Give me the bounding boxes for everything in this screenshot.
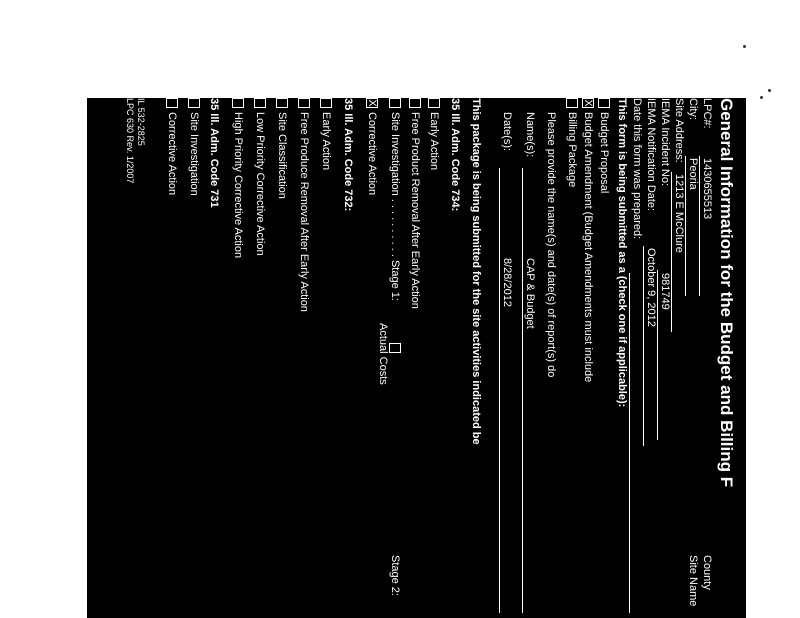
- stage-1-checkbox[interactable]: [389, 343, 401, 353]
- budget-proposal-checkbox[interactable]: [598, 98, 610, 108]
- lpc-value: 1430655513: [701, 158, 713, 220]
- iema-incident-value: 981749: [659, 273, 671, 310]
- code-734-heading: 35 Ill. Adm. Code 734:: [449, 98, 461, 212]
- stage-2-label: Stage 2:: [389, 555, 401, 596]
- names-underline: [522, 168, 523, 613]
- c734-corrective-action-checkbox[interactable]: X: [366, 99, 378, 107]
- form-title: General Information for the Budget and Billing F: [717, 98, 736, 488]
- names-value: CAP & Budget: [524, 258, 536, 329]
- site-address-label: Site Address:: [673, 98, 685, 163]
- c732-high-priority-label: High Priority Corrective Action: [232, 112, 244, 259]
- budget-proposal-label: Budget Proposal: [598, 112, 610, 194]
- actual-costs-label: Actual Costs: [377, 323, 389, 385]
- dates-underline: [499, 168, 500, 613]
- c732-site-classification-checkbox[interactable]: [276, 98, 288, 108]
- county-label: County: [701, 555, 713, 590]
- c734-site-investigation-checkbox[interactable]: [389, 98, 401, 108]
- iema-notification-label: IEMA Notification Date:: [645, 98, 657, 212]
- iema-incident-label: IEMA Incident No:: [659, 98, 671, 187]
- code-732-heading: 35 Ill. Adm. Code 732:: [342, 98, 354, 212]
- scan-speck: [743, 45, 746, 48]
- names-label: Name(s):: [524, 112, 536, 158]
- iema-incident-underline: [657, 270, 658, 440]
- billing-package-checkbox[interactable]: [566, 98, 578, 108]
- submitted-as-label: This form is being submitted as a (check one if applicable):: [616, 98, 628, 408]
- scanned-form-page: [87, 98, 746, 618]
- c731-site-investigation-label: Site Investigation: [188, 112, 200, 196]
- dates-label: Date(s):: [501, 112, 513, 152]
- c732-free-produce-removal-checkbox[interactable]: [298, 98, 310, 108]
- site-address-value: 1213 E McClure: [673, 174, 685, 253]
- footer-form-number: IL 532-2825: [136, 98, 146, 146]
- package-label: This package is being submitted for the site activities indicated be: [470, 98, 482, 445]
- scan-speck: [760, 96, 763, 99]
- scan-speck: [768, 89, 771, 92]
- c732-high-priority-checkbox[interactable]: [232, 98, 244, 108]
- c732-low-priority-checkbox[interactable]: [254, 98, 266, 108]
- c732-site-classification-label: Site Classification: [276, 112, 288, 199]
- c734-free-product-removal-label: Free Product Removal After Early Action: [409, 112, 421, 309]
- date-prepared-label: Date this form was prepared:: [631, 98, 643, 240]
- dates-value: 8/28/2012: [501, 258, 513, 307]
- date-prepared-underline: [629, 273, 630, 613]
- budget-amendment-label: Budget Amendment (Budget Amendments must include: [582, 112, 594, 383]
- c732-early-action-checkbox[interactable]: [320, 98, 332, 108]
- c732-early-action-label: Early Action: [320, 112, 332, 171]
- billing-package-label: Billing Package: [566, 112, 578, 188]
- budget-amendment-checkbox[interactable]: X: [582, 99, 594, 107]
- lpc-underline: [699, 156, 700, 296]
- c734-free-product-removal-checkbox[interactable]: [409, 98, 421, 108]
- reports-prompt: Please provide the name(s) and date(s) of report(s) do: [545, 112, 557, 378]
- city-underline: [685, 156, 686, 296]
- c734-site-investigation-label: Site Investigation . . . . . . . . . . Stage 1:: [389, 112, 401, 301]
- c731-corrective-action-label: Corrective Action: [166, 112, 178, 196]
- lpc-label: LPC#:: [701, 98, 713, 129]
- c731-site-investigation-checkbox[interactable]: [188, 98, 200, 108]
- footer-revision: LPC 630 Rev. 1/2007: [125, 98, 135, 184]
- c734-corrective-action-label: Corrective Action: [366, 112, 378, 196]
- c734-early-action-label: Early Action: [428, 112, 440, 171]
- form-content: [87, 98, 746, 618]
- c734-early-action-checkbox[interactable]: [428, 98, 440, 108]
- city-value: Peoria: [687, 158, 699, 190]
- site-address-underline: [671, 172, 672, 332]
- c732-low-priority-label: Low Priority Corrective Action: [254, 112, 266, 256]
- code-731-heading: 35 Ill. Adm. Code 731: [208, 98, 220, 208]
- iema-notification-value: October 9, 2012: [645, 248, 657, 327]
- iema-notification-underline: [643, 246, 644, 446]
- site-name-label: Site Name: [687, 555, 699, 607]
- c731-corrective-action-checkbox[interactable]: [166, 98, 178, 108]
- city-label: City:: [687, 98, 699, 120]
- c732-free-produce-removal-label: Free Produce Removal After Early Action: [298, 112, 310, 312]
